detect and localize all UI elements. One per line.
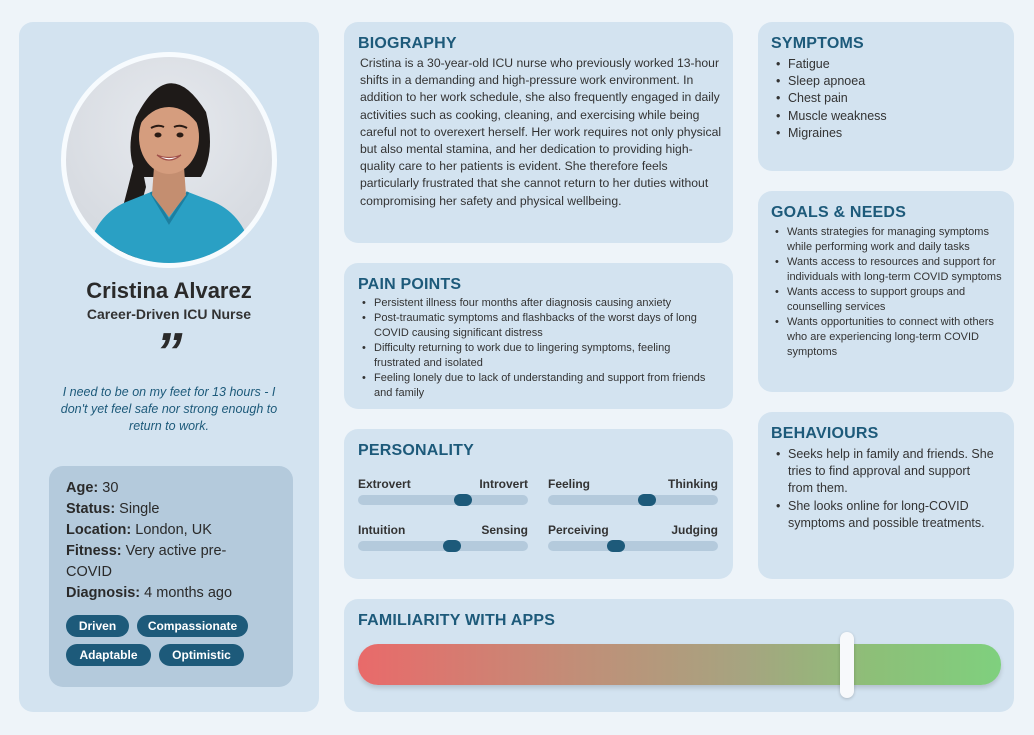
- quote-icon: ”: [155, 322, 183, 382]
- apps-title: FAMILIARITY WITH APPS: [358, 612, 556, 629]
- tag-compassionate: Compassionate: [137, 615, 248, 637]
- slider-knob: [443, 540, 461, 552]
- trait-left-label: Intuition: [358, 523, 406, 537]
- fact-diagnosis: Diagnosis: 4 months ago: [66, 585, 233, 601]
- apps-card: [344, 599, 1014, 712]
- list-item: • Feeling lonely due to lack of understanding and support from friends and family: [362, 371, 717, 401]
- trait-right-label: Introvert: [479, 477, 528, 491]
- biography-title: BIOGRAPHY: [358, 35, 457, 52]
- list-item: • Persistent illness four months after diagnosis causing anxiety: [362, 296, 717, 311]
- facts-list: [66, 478, 266, 604]
- trait-left-label: Extrovert: [358, 477, 411, 491]
- list-item: • Wants opportunities to connect with others who are experiencing long-term COVID symptoms: [775, 315, 1007, 360]
- personality-card: [344, 429, 733, 579]
- behaviours-card: [758, 412, 1014, 579]
- pain-points-list: [362, 296, 717, 401]
- list-item: • She looks online for long-COVID symptoms and possible treatments.: [776, 498, 998, 532]
- pain-points-card: [344, 263, 733, 409]
- fact-location: Location: London, UK: [66, 522, 212, 538]
- trait-left-label: Perceiving: [548, 523, 609, 537]
- person-illustration: [66, 57, 272, 263]
- symptoms-title: SYMPTOMS: [771, 35, 864, 52]
- trait-left-label: Feeling: [548, 477, 591, 491]
- fact-status: Status: Single: [66, 501, 160, 517]
- fact-fitness: Fitness: Very active pre-COVID: [66, 543, 227, 580]
- list-item: • Post-traumatic symptoms and flashbacks of the worst days of long COVID causing significant distress: [362, 311, 717, 341]
- tag-optimistic: Optimistic: [159, 644, 244, 666]
- profile-photo: [61, 52, 277, 268]
- biography-text: Cristina is a 30-year-old ICU nurse who previously worked 13-hour shifts in a demanding and high-pressure work environment. In addition to her work schedule, she also frequently engaged in daily activities such as cooking, cleaning, and exercising while being careful not to overexert herself. Her work requires not only physical but also mental stamina, and her dedication to providing high-quality care to her patients is evident. She therefore feels particularly frustrated that she cannot return to her duties without compromising her safety and physical wellbeing.: [360, 56, 722, 208]
- list-item: • Sleep apnoea: [776, 73, 1001, 90]
- list-item: • Seeks help in family and friends. She tries to find approval and support from them.: [776, 446, 998, 498]
- trait-right-label: Thinking: [668, 477, 718, 491]
- slider-knob: [638, 494, 656, 506]
- slider-knob: [454, 494, 472, 506]
- tag-adaptable: Adaptable: [66, 644, 151, 666]
- profile-card: [19, 22, 319, 712]
- list-item: • Wants access to resources and support for individuals with long-term COVID symptoms: [775, 255, 1007, 285]
- trait-slider-feeling-thinking: [548, 495, 718, 505]
- trait-right-label: Sensing: [481, 523, 528, 537]
- trait-slider-intuition-sensing: [358, 541, 528, 551]
- trait-right-label: Judging: [671, 523, 718, 537]
- trait-slider-extrovert-introvert: [358, 495, 528, 505]
- personality-title: PERSONALITY: [358, 442, 474, 459]
- list-item: • Wants strategies for managing symptoms while performing work and daily tasks: [775, 225, 1007, 255]
- symptoms-card: [758, 22, 1014, 171]
- apps-familiarity-marker: [840, 632, 854, 698]
- behaviours-list: [776, 446, 998, 532]
- slider-knob: [607, 540, 625, 552]
- goals-title: GOALS & NEEDS: [771, 204, 907, 221]
- behaviours-title: BEHAVIOURS: [771, 425, 879, 442]
- trait-slider-perceiving-judging: [548, 541, 718, 551]
- goals-list: [775, 225, 1007, 360]
- list-item: • Chest pain: [776, 90, 1001, 107]
- goals-card: [758, 191, 1014, 392]
- list-item: • Migraines: [776, 125, 1001, 142]
- list-item: • Wants access to support groups and counselling services: [775, 285, 1007, 315]
- persona-name: Cristina Alvarez: [86, 278, 252, 303]
- apps-familiarity-bar: [358, 644, 1001, 685]
- facts-panel: [49, 466, 293, 687]
- list-item: • Difficulty returning to work due to lingering symptoms, feeling frustrated and isolated: [362, 341, 717, 371]
- persona-role: Career-Driven ICU Nurse: [86, 306, 252, 322]
- symptoms-list: [776, 56, 1001, 142]
- biography-card: [344, 22, 733, 243]
- list-item: • Fatigue: [776, 56, 1001, 73]
- pain-points-title: PAIN POINTS: [358, 276, 462, 293]
- list-item: • Muscle weakness: [776, 108, 1001, 125]
- fact-age: Age: 30: [66, 480, 119, 496]
- persona-quote: I need to be on my feet for 13 hours - I don't yet feel safe nor strong enough to return to work.: [60, 385, 278, 433]
- tag-driven: Driven: [66, 615, 129, 637]
